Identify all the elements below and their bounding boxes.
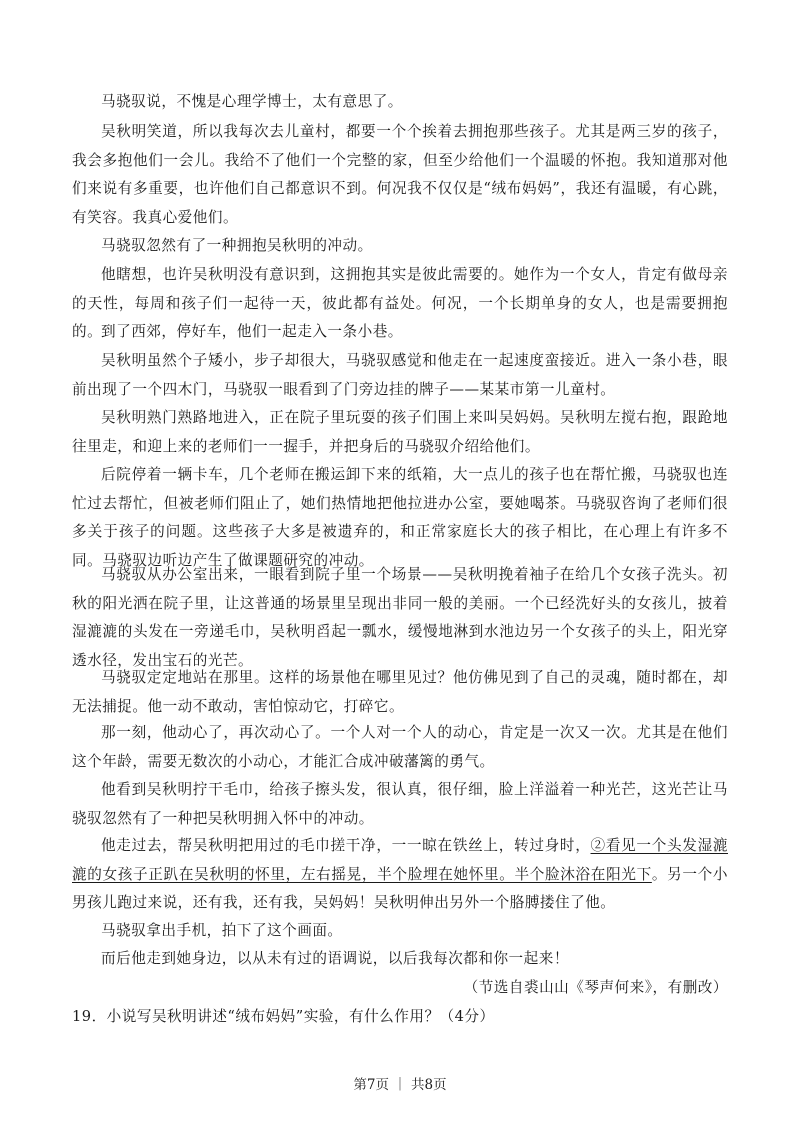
- paragraph-13-text-before: 他走过去，帮吴秋明把用过的毛巾搓干净，一一晾在铁丝上，转过身时，: [101, 837, 591, 854]
- paragraph-9: 马骁驭从办公室出来，一眼看到院子里一个场景——吴秋明挽着袖子在给几个女孩子洗头。初秋的阳光洒在院子里，让这普通的场景里呈现出非同一般的美丽。一个已经洗好头的女孩儿，披着湿漉漉的头发在一旁递毛巾，吴秋明舀起一瓢水，缓慢地淋到水池边另一个女孩子的头上，阳光穿透水径，发出宝石的光芒。: [72, 566, 728, 669]
- paragraph-4: 他瞎想，也许吴秋明没有意识到，这拥抱其实是彼此需要的。她作为一个女人，肯定有做母亲的天性，每周和孩子们一起待一天，彼此都有益处。何况，一个长期单身的女人，也是需要拥抱的。: [72, 266, 728, 341]
- page-footer: 第7页 ｜ 共8页: [353, 1077, 447, 1093]
- paragraph-6: 吴秋明虽然个子矮小，步子却很大，马骁驭感觉和他走在一起速度蛮接近。进入一条小巷，眼前出现了一个四木门，马骁驭一眼看到了门旁边挂的牌子——某某市第一儿童村。: [72, 352, 728, 398]
- underlined-sentence-2: ②看见一个头发湿漉漉的女孩子正趴在吴秋明的怀里，左右摇晃，半个脸埋在她怀里。半个脸沐浴在阳光下: [72, 837, 728, 883]
- paragraph-1: 马骁驭说，不愧是心理学博士，太有意思了。: [101, 93, 403, 110]
- paragraph-10: 马骁驭定定地站在那里。这样的场景他在哪里见过？他仿佛见到了自己的灵魂，随时都在，却无法捕捉。他一动不敢动，害怕惊动它，打碎它。: [72, 669, 728, 715]
- source-citation: （节选自裘山山《琴声何来》，有删改）: [463, 979, 728, 996]
- paragraph-13: [72, 832, 728, 918]
- paragraph-11: 那一刻，他动心了，再次动心了。一个人对一个人的动心，肯定是一次又一次。尤其是在他们这个年龄，需要无数次的小动心，才能汇合成冲破藩篱的勇气。: [72, 724, 728, 770]
- paragraph-13-text-after: 。另一个小男孩儿跑过来说，还有我，还有我，吴妈妈！吴秋明伸出另外一个胳膊搂住了他。: [72, 865, 728, 912]
- paragraph-8: 后院停着一辆卡车，几个老师在搬运卸下来的纸箱，大一点儿的孩子也在帮忙搬，马骁驭也连忙过去帮忙，但被老师们阻止了，她们热情地把他拉进办公室，要她喝茶。马骁驭咨询了老师们很多关于孩子的问题。这些孩子大多是被遗弃的，和正常家庭长大的孩子相比，在心理上有许多不同。马骁驭边听边产生了做课题研究的冲动。: [72, 466, 728, 569]
- paragraph-14: 马骁驭拿出手机，拍下了这个画面。: [101, 922, 343, 939]
- paragraph-7: 吴秋明熟门熟路地进入，正在院子里玩耍的孩子们围上来叫吴妈妈。吴秋明左搅右抱，跟跄地往里走，和迎上来的老师们一一握手，并把身后的马骁驭介绍给他们。: [72, 409, 728, 455]
- paragraph-12: 他看到吴秋明拧干毛巾，给孩子擦头发，很认真，很仔细，脸上洋溢着一种光芒，这光芒让马骁驭忽然有了一种把吴秋明拥入怀中的冲动。: [72, 781, 728, 827]
- paragraph-15: 而后他走到她身边，以从未有过的语调说，以后我每次都和你一起来！: [101, 950, 569, 967]
- paragraph-5: 到了西郊，停好车，他们一起走入一条小巷。: [101, 323, 403, 340]
- paragraph-3: 马骁驭忽然有了一种拥抱吴秋明的冲动。: [101, 237, 373, 254]
- paragraph-2: 吴秋明笑道，所以我每次去儿童村，都要一个个挨着去拥抱那些孩子。尤其是两三岁的孩子，我会多抱他们一会儿。我给不了他们一个完整的家，但至少给他们一个温暖的怀抱。我知道那对他们来说有多重要，也许他们自己都意识不到。何况我不仅仅是“绒布妈妈”，我还有温暖，有心跳，有笑容。我真心爱他们。: [72, 123, 728, 226]
- question-19: 19．小说写吴秋明讲述“绒布妈妈”实验，有什么作用？（4分）: [72, 1008, 495, 1025]
